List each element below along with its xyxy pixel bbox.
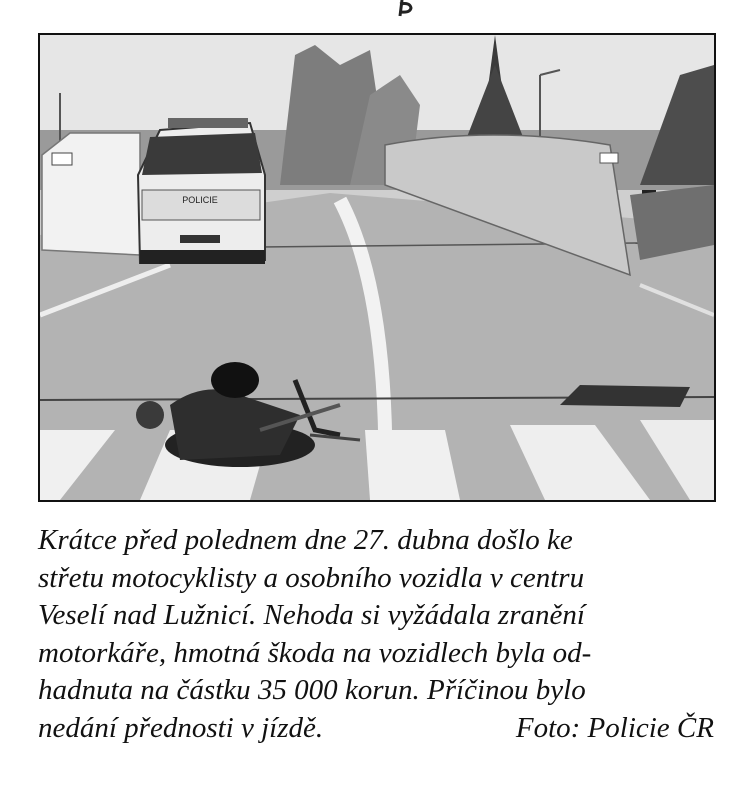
caption-last-line bbox=[38, 710, 718, 748]
previous-text-fragment bbox=[0, 0, 750, 22]
caption-line: Krátce před polednem dne 27. dubna došlo ke bbox=[38, 524, 573, 556]
photo-credit: Foto: Policie ČR bbox=[515, 711, 714, 744]
police-van bbox=[138, 118, 265, 264]
caption-line: nedání přednosti v jízdě. bbox=[38, 711, 324, 744]
accident-scene-illustration bbox=[40, 35, 714, 500]
accident-photo bbox=[38, 33, 716, 502]
cropped-text-glyph bbox=[0, 0, 750, 22]
photo-caption bbox=[38, 522, 718, 747]
caption-line: motorkáře, hmotná škoda na vozidlech byla od- bbox=[38, 636, 592, 669]
caption-line: Veselí nad Lužnicí. Nehoda si vyžádala zranění bbox=[38, 599, 585, 631]
police-marking: POLICIE bbox=[182, 195, 218, 205]
caption-line: střetu motocyklisty a osobního vozidla v centru bbox=[38, 561, 585, 594]
caption-line: hadnuta na částku 35 000 korun. Příčinou bylo bbox=[38, 674, 586, 706]
